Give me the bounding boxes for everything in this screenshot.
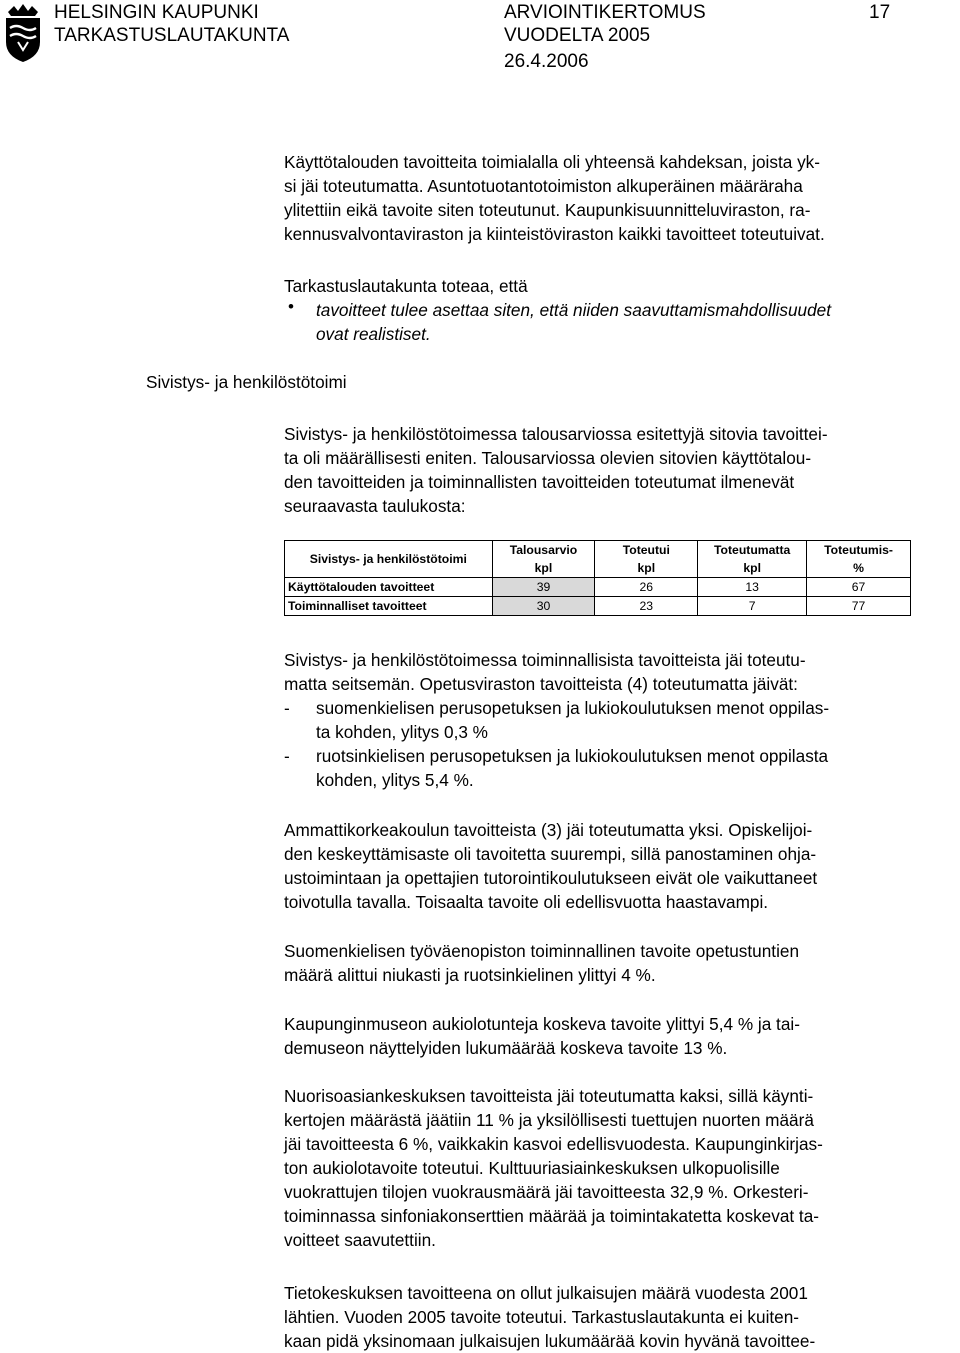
table-cell: 26 [595,578,698,597]
dash-icon: - [284,698,290,718]
paragraph-binding-goals [284,422,828,518]
goals-table [284,540,911,616]
column-unit: kpl [698,559,807,578]
row-label: Toiminnalliset tavoitteet [285,597,493,616]
text-line: toivotulla tavalla. Toisaalta tavoite oli edellisvuotta haastavampi. [284,892,769,912]
header-report-title: ARVIOINTIKERTOMUS [504,2,706,23]
table-cell: 13 [698,578,807,597]
column-header: Toteutui [595,541,698,560]
text-line: matta seitsemän. Opetusviraston tavoitteista (4) toteutumatta jäivät: [284,674,798,694]
text-line: ustoimintaan ja opettajien tutorointikoulutukseen eivät ole vaikuttaneet [284,868,818,888]
text-line: kohden, ylitys 5,4 %. [316,770,474,790]
statement-heading: Tarkastuslautakunta toteaa, että [284,276,528,296]
text-line: ovat realistiset. [316,324,431,344]
text-line: suomenkielisen perusopetuksen ja lukiokoulutuksen menot oppilas- [316,698,830,718]
row-label: Käyttötalouden tavoitteet [285,578,493,597]
bullet-icon: • [288,297,294,316]
text-line: ruotsinkielisen perusopetuksen ja lukiokoulutuksen menot oppilasta [316,746,829,766]
list-item [316,696,829,744]
list-item [316,744,828,792]
text-line: vuokrattujen tilojen vuokrausmäärä jäi tavoitteesta 32,9 %. Orkesteri- [284,1182,809,1202]
text-line: demuseon näyttelyiden lukumäärää koskeva tavoite 13 %. [284,1038,728,1058]
text-line: den tavoitteiden ja toiminnallisten tavoitteiden toteutumat ilmenevät [284,472,795,492]
header-committee: TARKASTUSLAUTAKUNTA [54,25,290,46]
column-header: Talousarvio [492,541,595,560]
column-header: Toteutumis- [807,541,911,560]
text-line: jäi tavoitteesta 6 %, vaikkakin kasvoi edellisvuodesta. Kaupunginkirjas- [284,1134,823,1154]
column-unit: % [807,559,911,578]
header-organization [54,1,289,47]
text-line: voitteet saavutettiin. [284,1230,436,1250]
paragraph-adult-education [284,939,799,987]
header-report-year: VUODELTA 2005 [504,25,651,46]
text-line: seuraavasta taulukosta: [284,496,466,516]
table-corner-label: Sivistys- ja henkilöstötoimi [285,541,493,578]
text-line: kertojen määrästä jäätiin 11 % ja yksilöllisesti tuettujen nuorten määrä [284,1110,814,1130]
paragraph-operational-goals [284,648,806,696]
text-line: Tietokeskuksen tavoitteena on ollut julkaisujen määrä vuodesta 2001 [284,1283,808,1303]
table-cell: 30 [492,597,595,616]
text-line: Sivistys- ja henkilöstötoimessa toiminnallisista tavoitteista jäi toteutu- [284,650,806,670]
table-cell: 67 [807,578,911,597]
text-line: Ammattikorkeakoulun tavoitteista (3) jäi toteutumatta yksi. Opiskelijoi- [284,820,813,840]
table-row [285,578,911,597]
text-line: Nuorisoasiankeskuksen tavoitteista jäi toteutumatta kaksi, sillä käynti- [284,1086,814,1106]
text-line: ton aukiolotavoite toteutui. Kulttuuriasiainkeskuksen ulkopuolisille [284,1158,780,1178]
column-unit: kpl [492,559,595,578]
header-city: HELSINGIN KAUPUNKI [54,2,259,23]
text-line: ta oli määrällisesti eniten. Talousarviossa olevien sitovien käyttötalou- [284,448,812,468]
table-cell: 7 [698,597,807,616]
table-cell: 77 [807,597,911,616]
page-number: 17 [869,2,891,23]
text-line: ylitettiin eikä tavoite siten toteutunut. Kaupunkisuunnitteluviraston, ra- [284,200,811,220]
text-line: kennusvalvontaviraston ja kiinteistöviraston kaikki tavoitteet toteutuivat. [284,224,825,244]
helsinki-coat-of-arms-logo [2,2,44,64]
table-cell: 39 [492,578,595,597]
text-line: Kaupunginmuseon aukiolotunteja koskeva tavoite ylittyi 5,4 % ja tai- [284,1014,800,1034]
text-line: Suomenkielisen työväenopiston toiminnallinen tavoite opetustuntien [284,941,800,961]
text-line: tavoitteet tulee asettaa siten, että niiden saavuttamismahdollisuudet [316,300,831,320]
header-document [504,1,706,73]
table-header-row [285,541,911,560]
column-unit: kpl [595,559,698,578]
text-line: kaan pidä yksinomaan julkaisujen lukumäärää kovin hyvänä tavoittee- [284,1331,816,1351]
text-line: Sivistys- ja henkilöstötoimessa talousarviossa esitettyjä sitovia tavoittei- [284,424,828,444]
table-row [285,597,911,616]
statement-bullet [316,298,831,346]
section-side-heading: Sivistys- ja henkilöstötoimi [146,372,347,392]
text-line: Käyttötalouden tavoitteita toimialalla oli yhteensä kahdeksan, joista yk- [284,152,820,172]
text-line: si jäi toteutumatta. Asuntotuotantotoimiston alkuperäinen määräraha [284,176,803,196]
header-date: 26.4.2006 [504,51,589,72]
paragraph-polytechnic [284,818,817,914]
dash-icon: - [284,746,290,766]
column-header: Toteutumatta [698,541,807,560]
paragraph-city-museum [284,1012,800,1060]
paragraph-intro [284,150,825,246]
text-line: toiminnassa sinfoniakonserttien määrää ja toimintakatetta koskevat ta- [284,1206,819,1226]
text-line: den keskeyttämisaste oli tavoitetta suurempi, sillä panostaminen ohja- [284,844,817,864]
paragraph-youth-culture [284,1084,823,1252]
table-cell: 23 [595,597,698,616]
paragraph-statistics-centre [284,1281,815,1353]
text-line: ta kohden, ylitys 0,3 % [316,722,488,742]
text-line: lähtien. Vuoden 2005 tavoite toteutui. Tarkastuslautakunta ei kuiten- [284,1307,800,1327]
text-line: määrä alittui niukasti ja ruotsinkielinen ylittyi 4 %. [284,965,656,985]
